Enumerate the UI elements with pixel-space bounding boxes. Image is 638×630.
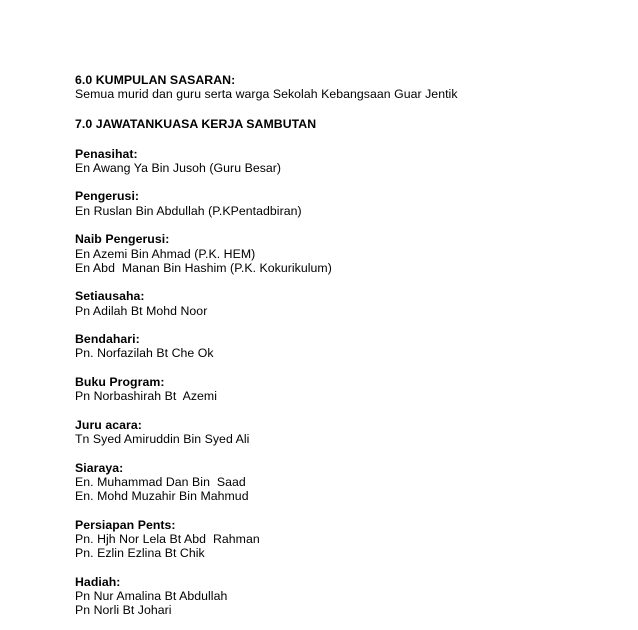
role-label: Persiapan Pents:	[75, 517, 176, 532]
member-name: En. Mohd Muzahir Bin Mahmud	[75, 489, 249, 504]
committee-group-bendahari	[75, 332, 595, 360]
role-label: Siaraya:	[75, 460, 124, 475]
committee-group-juru-acara	[75, 418, 595, 446]
section-6-heading: 6.0 KUMPULAN SASARAN:	[75, 73, 236, 87]
member-name: Pn. Hjh Nor Lela Bt Abd Rahman	[75, 532, 260, 547]
member-name: Tn Syed Amiruddin Bin Syed Ali	[75, 432, 250, 447]
member-name: En. Muhammad Dan Bin Saad	[75, 475, 246, 490]
role-label: Buku Program:	[75, 375, 165, 390]
committee-group-persiapan-pents	[75, 518, 595, 561]
role-label: Hadiah:	[75, 575, 121, 589]
document-content	[75, 73, 595, 618]
member-name: Pn. Norfazilah Bt Che Ok	[75, 346, 214, 361]
committee-group-buku-program	[75, 375, 595, 403]
member-name: Pn Adilah Bt Mohd Noor	[75, 303, 208, 318]
committee-group-siaraya	[75, 461, 595, 504]
committee-group-hadiah	[75, 575, 595, 618]
member-name: Pn Nur Amalina Bt Abdullah	[75, 589, 228, 604]
committee-group-naib-pengerusi	[75, 232, 595, 275]
role-label: Setiausaha:	[75, 289, 145, 304]
member-name: Pn Norbashirah Bt Azemi	[75, 389, 217, 404]
member-name: En Azemi Bin Ahmad (P.K. HEM)	[75, 246, 256, 261]
role-label: Penasihat:	[75, 146, 138, 161]
member-name: En Awang Ya Bin Jusoh (Guru Besar)	[75, 160, 282, 175]
committee-group-setiausaha	[75, 289, 595, 317]
role-label: Naib Pengerusi:	[75, 232, 170, 247]
committee-group-penasihat	[75, 147, 595, 175]
member-name: En Ruslan Bin Abdullah (P.KPentadbiran)	[75, 203, 302, 218]
section-7-heading: 7.0 JAWATANKUASA KERJA SAMBUTAN	[75, 116, 317, 131]
role-label: Bendahari:	[75, 332, 140, 347]
role-label: Pengerusi:	[75, 189, 140, 204]
role-label: Juru acara:	[75, 418, 142, 432]
member-name: Pn. Ezlin Ezlina Bt Chik	[75, 546, 205, 561]
committee-group-pengerusi	[75, 189, 595, 217]
section-6-text: Semua murid dan guru serta warga Sekolah Kebangsaan Guar Jentik	[75, 87, 458, 102]
member-name: Pn Norli Bt Johari	[75, 603, 172, 618]
member-name: En Abd Manan Bin Hashim (P.K. Kokurikulum)	[75, 260, 332, 275]
